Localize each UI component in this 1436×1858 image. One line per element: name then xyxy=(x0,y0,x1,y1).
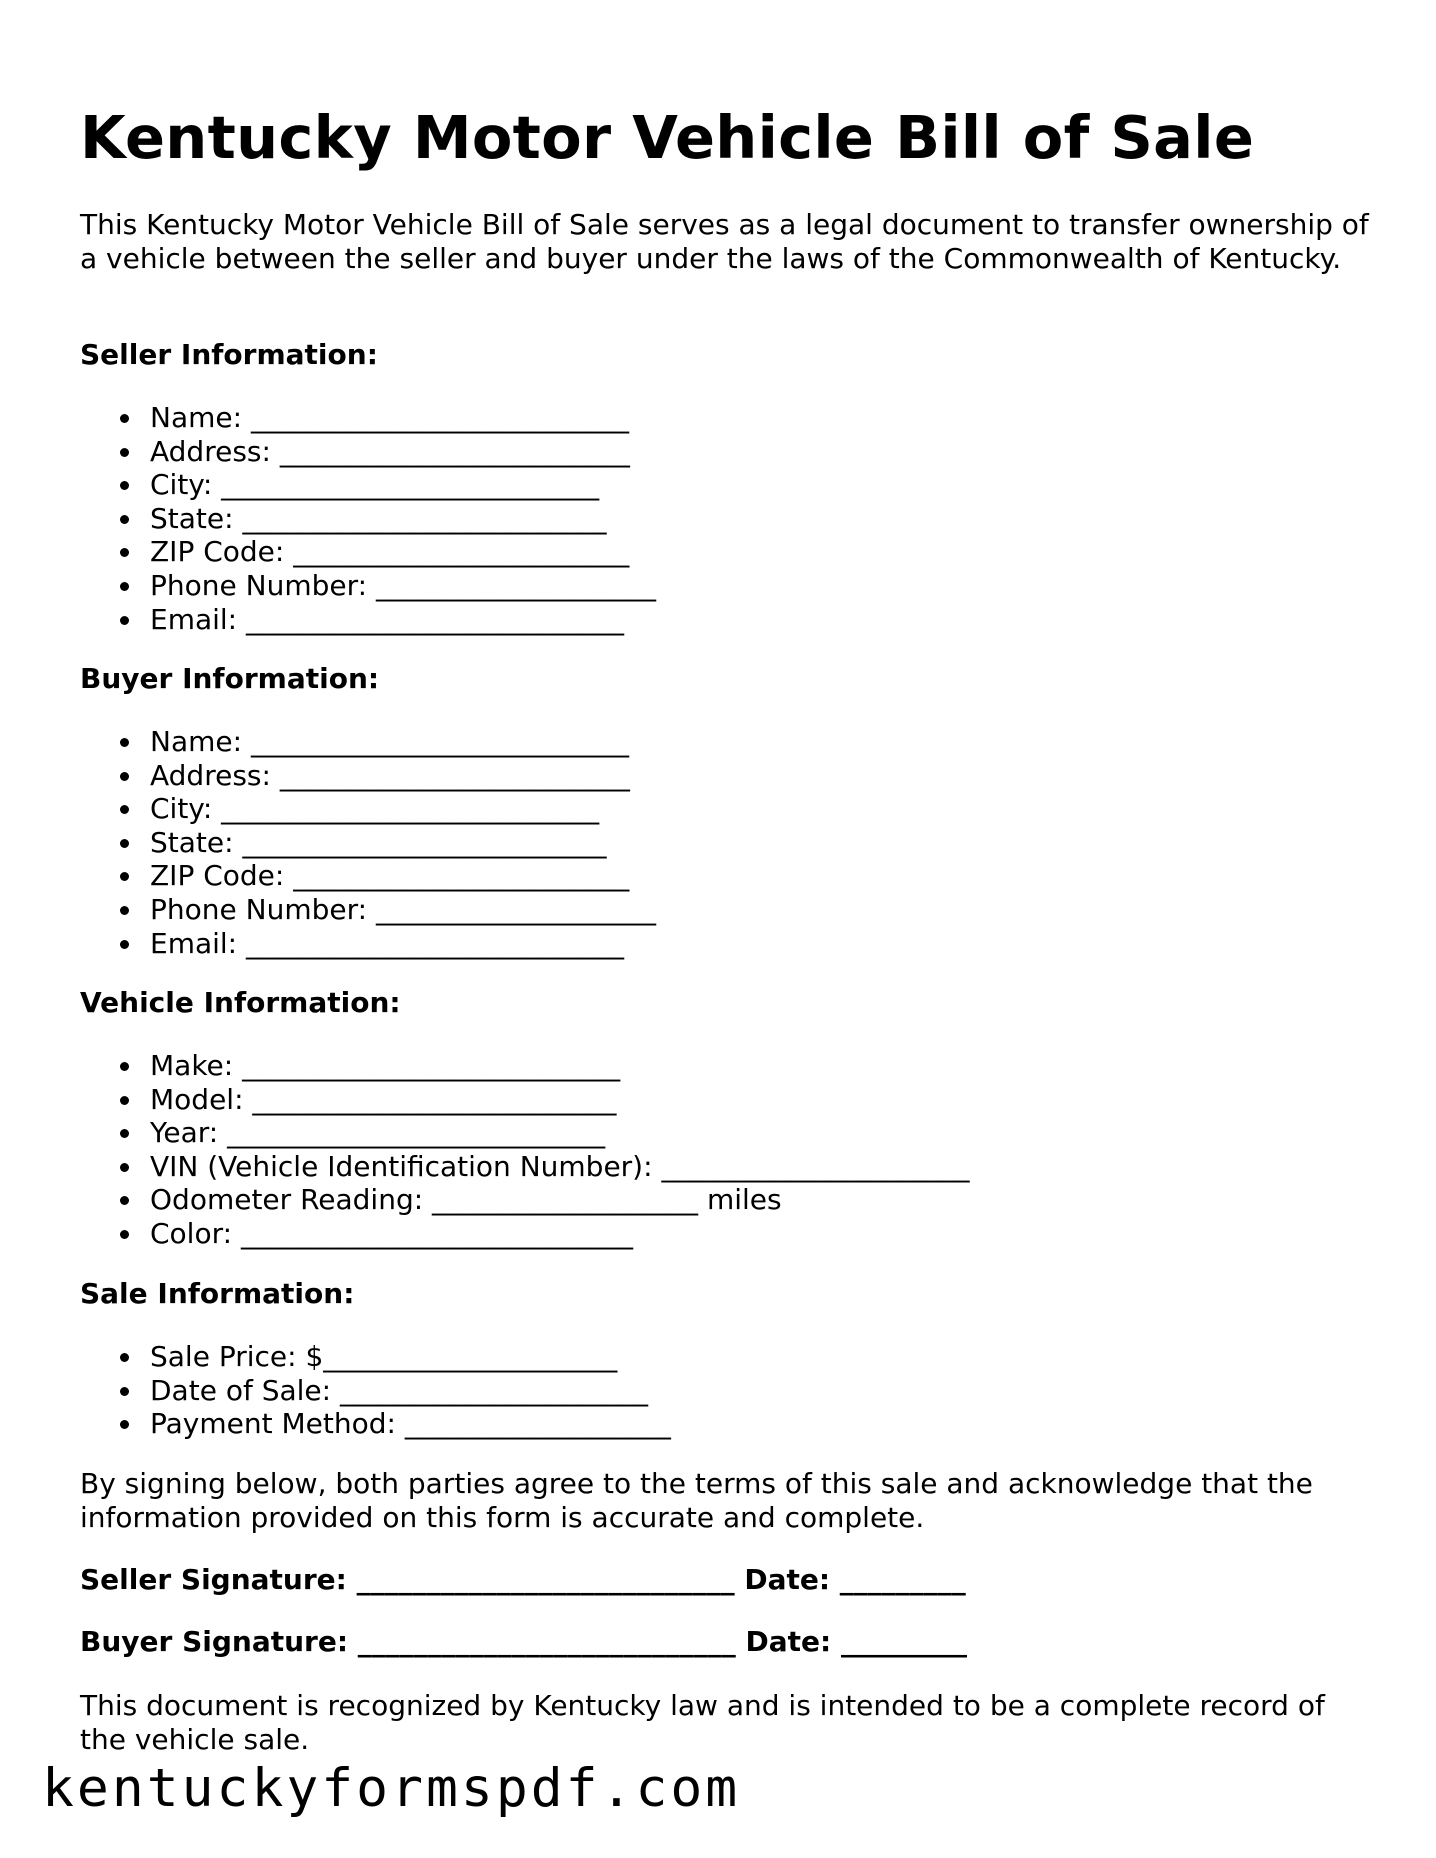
seller-city-field: City: ___________________________ xyxy=(80,468,656,502)
seller-state-field: State: __________________________ xyxy=(80,502,656,536)
vehicle-model-field: Model: __________________________ xyxy=(80,1083,969,1117)
buyer-city-field: City: ___________________________ xyxy=(80,792,656,826)
page-title: Kentucky Motor Vehicle Bill of Sale xyxy=(80,103,1255,172)
seller-fields xyxy=(80,401,656,636)
vehicle-make-field: Make: ___________________________ xyxy=(80,1049,969,1083)
sale-heading: Sale Information: xyxy=(80,1277,355,1310)
sale-date-field: Date of Sale: ______________________ xyxy=(80,1374,671,1408)
vehicle-vin-field: VIN (Vehicle Identification Number): ______________________ xyxy=(80,1150,969,1184)
vehicle-heading: Vehicle Information: xyxy=(80,986,401,1019)
buyer-fields xyxy=(80,725,656,960)
buyer-signature-line: Buyer Signature: ___________________________ Date: _________ xyxy=(80,1625,967,1658)
site-watermark: kentuckyformspdf.com xyxy=(42,1758,741,1819)
vehicle-fields xyxy=(80,1049,969,1251)
buyer-phone-field: Phone Number: ____________________ xyxy=(80,893,656,927)
buyer-state-field: State: __________________________ xyxy=(80,826,656,860)
seller-phone-field: Phone Number: ____________________ xyxy=(80,569,656,603)
seller-email-field: Email: ___________________________ xyxy=(80,603,656,637)
seller-zip-field: ZIP Code: ________________________ xyxy=(80,535,656,569)
intro-paragraph: This Kentucky Motor Vehicle Bill of Sale serves as a legal document to transfer ownership of a vehicle between the seller and buyer under the laws of the Commonwealth of Kentucky. xyxy=(80,208,1369,275)
buyer-heading: Buyer Information: xyxy=(80,662,380,695)
sale-fields xyxy=(80,1340,671,1441)
vehicle-color-field: Color: ____________________________ xyxy=(80,1217,969,1251)
closing-paragraph: This document is recognized by Kentucky law and is intended to be a complete record of the vehicle sale. xyxy=(80,1689,1325,1756)
agreement-paragraph: By signing below, both parties agree to the terms of this sale and acknowledge that the information provided on this form is accurate and complete. xyxy=(80,1467,1313,1534)
buyer-address-field: Address: _________________________ xyxy=(80,759,656,793)
seller-heading: Seller Information: xyxy=(80,338,378,371)
buyer-name-field: Name: ___________________________ xyxy=(80,725,656,759)
vehicle-odometer-field: Odometer Reading: ___________________ miles xyxy=(80,1183,969,1217)
seller-signature-line: Seller Signature: ___________________________ Date: _________ xyxy=(80,1563,966,1596)
sale-price-field: Sale Price: $_____________________ xyxy=(80,1340,671,1374)
seller-name-field: Name: ___________________________ xyxy=(80,401,656,435)
buyer-zip-field: ZIP Code: ________________________ xyxy=(80,859,656,893)
seller-address-field: Address: _________________________ xyxy=(80,435,656,469)
sale-payment-field: Payment Method: ___________________ xyxy=(80,1407,671,1441)
vehicle-year-field: Year: ___________________________ xyxy=(80,1116,969,1150)
buyer-email-field: Email: ___________________________ xyxy=(80,927,656,961)
